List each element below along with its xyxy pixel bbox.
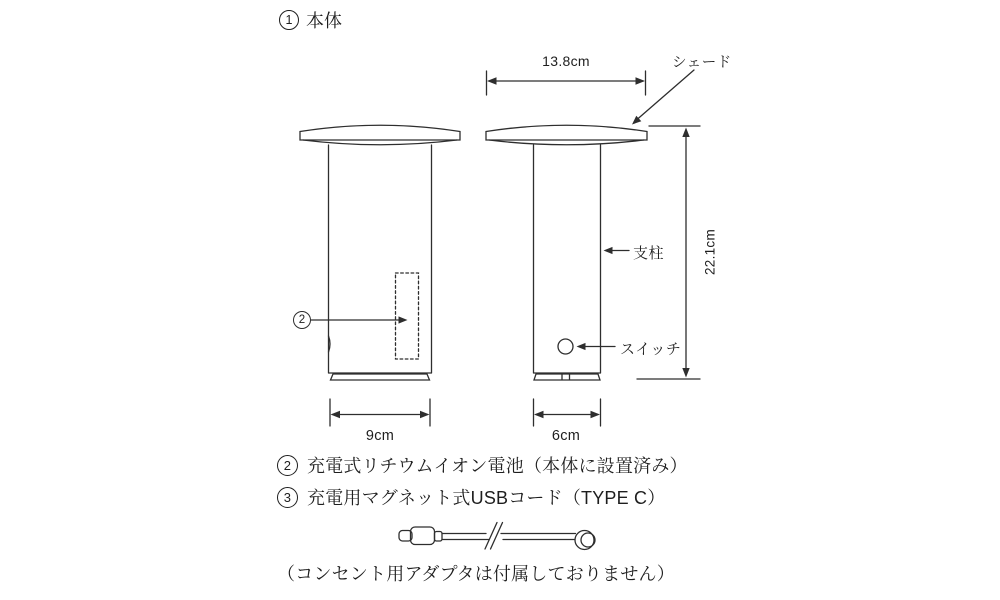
heading-label: 本体: [306, 11, 342, 31]
battery-callout-circle: 2: [293, 311, 311, 329]
parts-list-item-usb-cable: [277, 484, 665, 510]
circled-number-3: 3: [277, 487, 298, 508]
side-width-arrowhead-right: [591, 411, 601, 418]
front-width-arrowhead-left: [331, 411, 341, 418]
left-lamp-body: [329, 145, 432, 373]
switch-arrowhead: [577, 343, 586, 350]
shade-width-arrowhead-left: [487, 77, 497, 84]
usb-cable-neck: [435, 532, 443, 542]
front-width-extension-lines: [330, 399, 430, 426]
side-width-arrowhead-left: [534, 411, 544, 418]
side-width-dimension-text: 6cm: [551, 428, 581, 444]
pole-label: 支柱: [633, 245, 665, 262]
usb-c-plug-body: [411, 527, 435, 545]
height-arrowhead-top: [682, 128, 689, 138]
switch-label: スイッチ: [620, 341, 682, 358]
shade-width-extension-lines: [487, 71, 646, 95]
parts-list-item-battery: [277, 452, 688, 478]
height-dimension-text: 22.1cm: [702, 228, 718, 276]
pole-arrowhead: [604, 247, 613, 254]
shade-label: シェード: [672, 55, 732, 71]
left-lamp-base: [331, 374, 430, 380]
right-lamp-base: [534, 374, 600, 380]
usb-cable-item-label: 充電用マグネット式USBコード（TYPE C）: [307, 488, 666, 508]
shade-width-dimension-text: 13.8cm: [542, 53, 590, 69]
left-lamp-shade: [300, 125, 460, 140]
right-lamp-shade-underside: [489, 140, 644, 145]
shade-width-arrowhead-right: [636, 77, 646, 84]
circled-number-2: 2: [277, 455, 298, 476]
battery-arrowhead: [399, 316, 408, 323]
front-width-arrowhead-right: [420, 411, 430, 418]
section-heading: [279, 7, 342, 33]
usb-cable-break-mark: [485, 523, 503, 550]
side-width-extension-lines: [534, 399, 601, 426]
usb-cable-lines: [442, 534, 576, 540]
adapter-note: （コンセント用アダプタは付属しておりません）: [277, 564, 675, 584]
switch-circle: [558, 339, 573, 354]
left-lamp-shade-underside: [303, 140, 457, 145]
battery-dashed-outline: [396, 273, 419, 359]
circled-number-1: 1: [279, 10, 299, 30]
right-lamp-shade: [486, 125, 647, 140]
usb-cable-drawing: [399, 523, 595, 550]
height-arrowhead-bottom: [682, 368, 689, 378]
front-width-dimension-text: 9cm: [365, 428, 395, 444]
battery-item-label: 充電式リチウムイオン電池（本体に設置済み）: [307, 456, 688, 476]
